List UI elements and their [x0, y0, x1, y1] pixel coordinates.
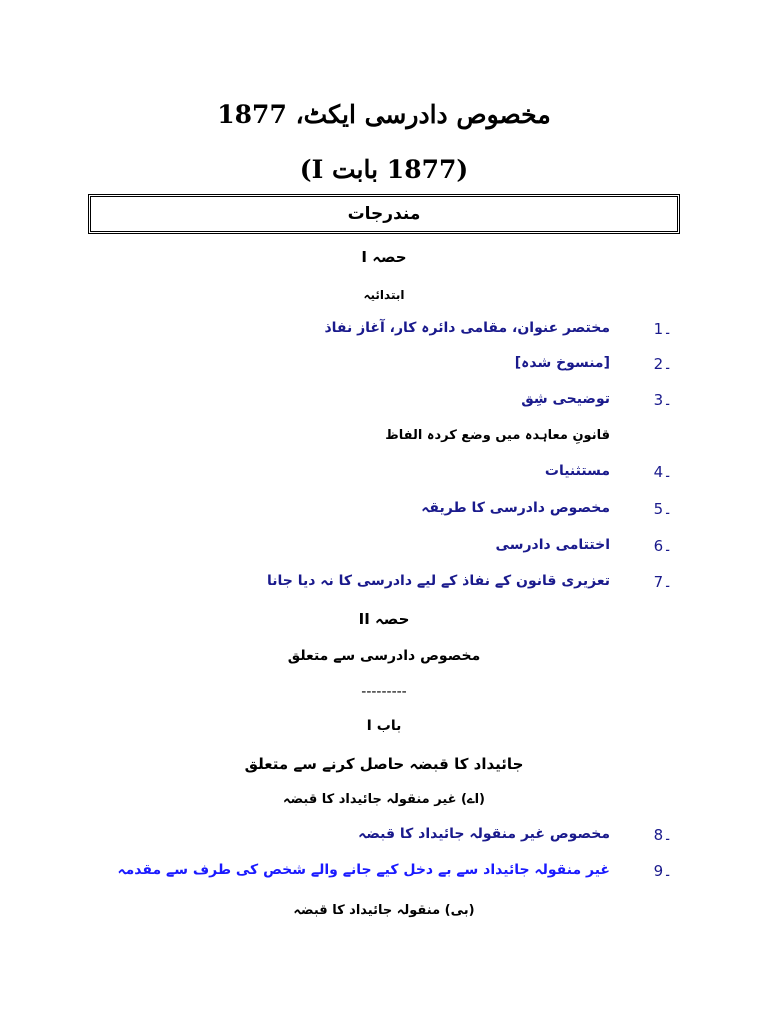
toc-item-number: 3۔	[653, 391, 672, 409]
toc-item[interactable]	[90, 573, 680, 597]
toc-item-link[interactable]: مختصر عنوان، مقامی دائرہ کار، آغاز نفاذ	[324, 320, 610, 336]
toc-item-number: 7۔	[653, 573, 672, 591]
toc-item-number: 8۔	[653, 826, 672, 844]
toc-item[interactable]	[90, 355, 680, 379]
contract-heading-text: قانونِ معاہدہ میں وضع کردہ الفاظ	[385, 428, 610, 443]
section-b-heading: (بی) منقولہ جائیداد کا قبضہ	[293, 903, 475, 918]
toc-item-number: 2۔	[653, 355, 672, 373]
part-1-subheading: ابتدائیہ	[363, 288, 405, 302]
contents-label: مندرجات	[347, 204, 421, 224]
toc-item-link[interactable]: توضیحی شِق	[521, 391, 610, 407]
toc-item-number: 9۔	[653, 862, 672, 880]
part-2-subheading: مخصوص دادرسی سے متعلق	[287, 648, 481, 664]
toc-item-link[interactable]: اختتامی دادرسی	[495, 537, 610, 553]
part-1-heading: حصہ I	[361, 248, 407, 266]
page-subtitle: (1877 بابت I)	[299, 155, 469, 184]
toc-item-number: 1۔	[653, 320, 672, 338]
toc-item-link[interactable]: مخصوص غیر منقولہ جائیداد کا قبضہ	[358, 826, 610, 842]
toc-item-number: 6۔	[653, 537, 672, 555]
toc-item-link[interactable]: مخصوص دادرسی کا طریقہ	[421, 500, 610, 516]
page-title: مخصوص دادرسی ایکٹ، 1877	[217, 100, 551, 129]
toc-item[interactable]	[90, 826, 680, 850]
toc-item-link[interactable]: تعزیری قانون کے نفاذ کے لیے دادرسی کا نہ دیا جانا	[266, 573, 610, 589]
toc-item-link[interactable]: غیر منقولہ جائیداد سے بے دخل کیے جانے والے شخص کی طرف سے مقدمہ	[117, 862, 610, 878]
chapter-1-subheading: جائیداد کا قبضہ حاصل کرنے سے متعلق	[244, 755, 524, 773]
toc-item[interactable]	[90, 391, 680, 415]
chapter-1-heading: باب I	[366, 718, 402, 734]
toc-item-number: 4۔	[653, 463, 672, 481]
toc-item[interactable]	[90, 320, 680, 344]
toc-item[interactable]	[90, 463, 680, 487]
toc-item[interactable]	[90, 862, 680, 886]
toc-item[interactable]	[90, 537, 680, 561]
section-a-heading: (اے) غیر منقولہ جائیداد کا قبضہ	[283, 792, 485, 807]
part-2-heading: حصہ II	[358, 610, 410, 628]
toc-item-number: 5۔	[653, 500, 672, 518]
toc-item-link[interactable]: [منسوخ شدہ]	[514, 355, 610, 371]
separator: ---------	[361, 684, 407, 700]
toc-item[interactable]	[90, 500, 680, 524]
toc-item-link[interactable]: مستثنیات	[544, 463, 610, 479]
